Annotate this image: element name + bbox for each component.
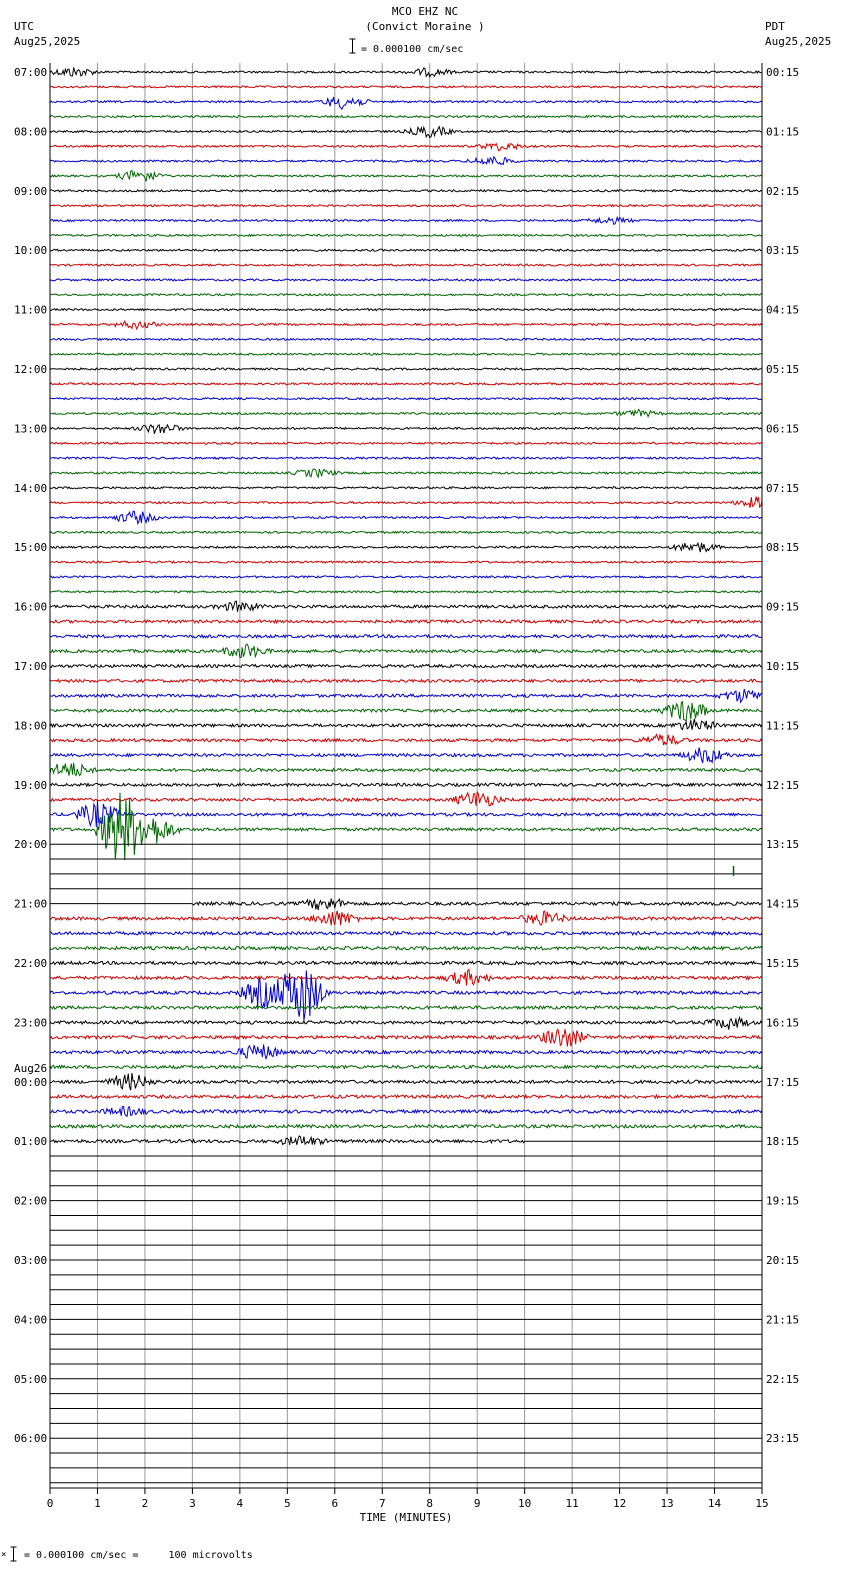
date-change-label: Aug26 [14,1061,48,1075]
left-hour-label: 11:00 [14,303,48,317]
right-hour-label: 09:15 [766,600,800,614]
right-hour-label: 17:15 [766,1075,800,1089]
scale-text: = 0.000100 cm/sec [361,44,464,55]
trace-row [50,576,762,578]
x-tick-label: 15 [755,1497,769,1510]
left-hour-label: 20:00 [14,838,48,852]
trace-row [50,644,762,657]
trace-row [50,442,762,444]
right-hour-label: 00:15 [766,66,800,79]
left-hour-label: 16:00 [14,600,48,614]
trace-row [50,947,762,950]
x-tick-label: 1 [94,1497,101,1510]
trace-row [50,1107,762,1117]
trace-row [50,969,762,985]
x-tick-label: 2 [141,1497,149,1510]
right-hour-label: 21:15 [766,1313,800,1327]
trace-row [50,689,762,702]
left-hour-label: 13:00 [14,422,48,436]
trace-row [50,264,762,266]
trace-row [50,971,762,1021]
trace-row [50,1006,762,1009]
left-hour-label: 18:00 [14,719,48,733]
trace-row [50,469,762,477]
trace-row [50,783,762,786]
x-tick-label: 13 [660,1497,674,1510]
right-date: Aug25,2025 [765,35,832,48]
right-timezone: PDT [765,20,785,33]
trace-row [50,279,762,281]
trace-row [50,249,762,251]
trace-row [50,1065,762,1068]
x-tick-label: 0 [46,1497,54,1510]
left-hour-label: 21:00 [14,897,48,911]
trace-row [50,383,762,385]
trace-row [50,1044,762,1059]
trace-row [50,1029,762,1046]
x-tick-label: 11 [565,1497,579,1510]
trace-row [50,792,762,806]
left-hour-label: 12:00 [14,363,48,376]
x-tick-label: 8 [426,1497,434,1510]
right-hour-label: 16:15 [766,1016,800,1030]
trace-row [50,719,762,730]
trace-row [50,68,762,77]
trace-row [50,748,762,763]
right-hour-label: 13:15 [766,838,800,852]
trace-row [50,457,762,459]
right-hour-label: 02:15 [766,184,800,198]
right-hour-label: 08:15 [766,541,800,555]
trace-row [50,734,762,745]
left-hour-label: 02:00 [14,1194,48,1208]
left-hour-label: 22:00 [14,957,48,970]
left-hour-label: 10:00 [14,244,48,258]
trace-row [50,1018,762,1030]
station-title: MCO EHZ NC [391,5,459,18]
trace-row [50,801,762,827]
right-hour-label: 04:15 [766,303,800,317]
x-tick-label: 9 [473,1497,481,1510]
trace-row [50,511,762,523]
trace-row [50,665,762,668]
right-hour-label: 01:15 [766,125,800,139]
right-hour-label: 19:15 [766,1194,800,1208]
trace-row [50,591,762,593]
x-tick-label: 4 [236,1497,244,1510]
right-hour-label: 05:15 [766,363,800,376]
right-hour-label: 03:15 [766,244,800,258]
right-hour-label: 14:15 [766,897,800,911]
x-tick-label: 10 [518,1497,532,1510]
trace-row [50,157,762,165]
left-hour-label: 14:00 [14,481,48,495]
right-hour-label: 20:15 [766,1254,800,1267]
trace-row [50,961,762,964]
left-hour-label: 05:00 [14,1372,48,1386]
left-hour-label: 23:00 [14,1016,48,1030]
trace-row [50,543,762,552]
x-tick-label: 5 [284,1497,291,1510]
trace-row [50,116,762,118]
trace-row [50,763,762,776]
x-tick-label: 14 [707,1497,722,1510]
right-hour-label: 12:15 [766,778,800,792]
footer-scale-note: = 0.000100 cm/sec = 100 microvolts [24,1550,253,1561]
trace-row [50,679,762,682]
trace-row [50,911,762,926]
left-hour-label: 19:00 [14,778,48,792]
trace-row [50,620,762,623]
trace-row [50,409,762,416]
trace-row [50,601,762,612]
trace-row [50,497,762,508]
left-date: Aug25,2025 [14,35,81,48]
footer-scale-icon [10,1546,17,1562]
left-hour-label: 07:00 [14,66,48,79]
trace-row [50,309,762,311]
trace-row [50,368,762,370]
x-tick-label: 7 [378,1497,386,1510]
x-tick-label: 6 [331,1497,339,1510]
trace-row [50,234,762,236]
left-hour-label: 04:00 [14,1313,48,1327]
footer-prefix: × [1,1550,7,1560]
left-hour-label: 17:00 [14,660,48,673]
right-hour-label: 15:15 [766,957,800,970]
left-hour-label: 09:00 [14,184,48,198]
trace-row [50,353,762,355]
trace-row [50,127,762,138]
trace-row [50,1095,762,1098]
trace-row [50,487,762,489]
trace-row [50,338,762,340]
x-tick-label: 3 [189,1497,196,1510]
trace-row [50,217,762,224]
right-hour-label: 07:15 [766,481,800,495]
right-hour-label: 22:15 [766,1372,800,1386]
right-hour-label: 18:15 [766,1135,800,1149]
left-hour-label: 08:00 [14,125,48,139]
left-timezone: UTC [14,20,34,33]
trace-row [50,144,762,151]
trace-row [50,1125,762,1128]
trace-row [50,86,762,88]
left-hour-label: 06:00 [14,1432,48,1446]
trace-row [50,205,762,207]
trace-row [50,932,762,935]
trace-row [50,1073,762,1090]
trace-row [50,561,762,563]
right-hour-label: 11:15 [766,719,800,733]
right-hour-label: 23:15 [766,1432,800,1446]
trace-row [50,398,762,400]
left-hour-label: 00:00 [14,1075,48,1089]
trace-row [50,294,762,296]
right-hour-label: 10:15 [766,660,800,673]
right-hour-label: 06:15 [766,422,800,436]
trace-row [50,321,762,329]
station-location: (Convict Moraine ) [365,20,485,33]
trace-row [50,425,762,434]
left-hour-label: 01:00 [14,1135,48,1149]
trace-row [50,97,762,109]
x-axis-label: TIME (MINUTES) [359,1511,453,1524]
x-tick-label: 12 [612,1497,627,1510]
trace-row [50,702,762,721]
trace-row [50,531,762,533]
left-hour-label: 03:00 [14,1254,48,1267]
left-hour-label: 15:00 [14,541,48,555]
trace-row [50,793,762,861]
trace-row [50,635,762,638]
trace-row [50,171,762,182]
trace-row [50,190,762,192]
